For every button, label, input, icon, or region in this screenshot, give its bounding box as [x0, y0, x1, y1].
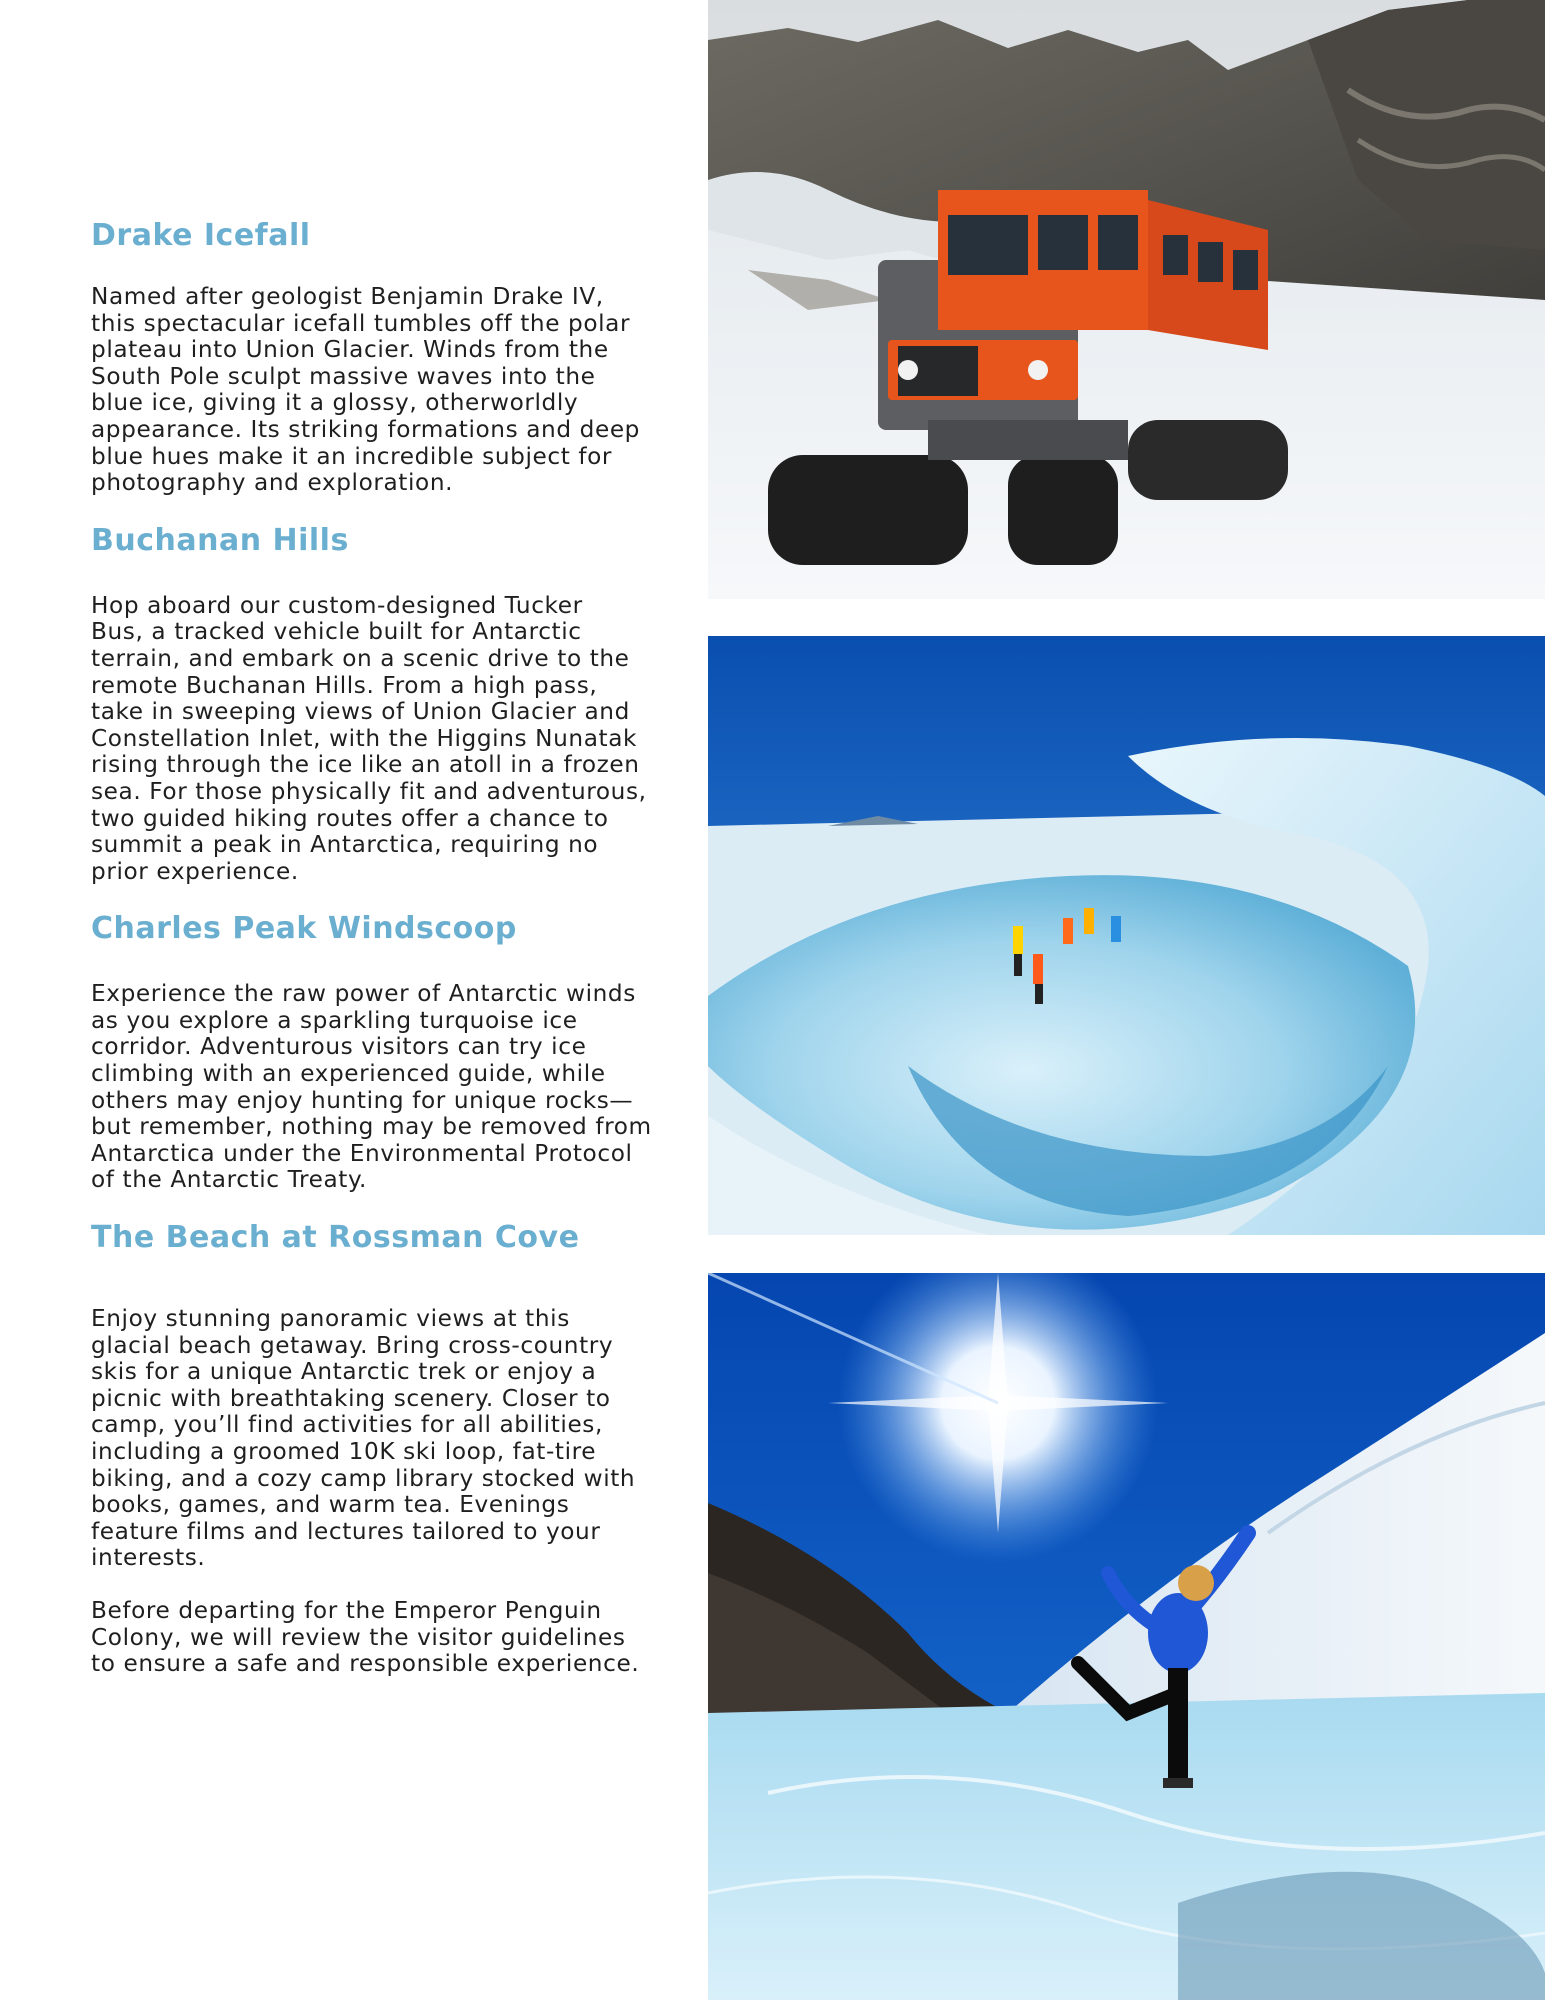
text-line: Colony, we will review the visitor guidelines [91, 1623, 626, 1651]
text-line: Named after geologist Benjamin Drake IV, [91, 283, 604, 310]
text-line: terrain, and embark on a scenic drive to the [91, 644, 630, 672]
text-line: remote Buchanan Hills. From a high pass, [91, 671, 598, 699]
text-line: plateau into Union Glacier. Winds from the [91, 336, 609, 364]
heading-buchanan-hills: Buchanan Hills [91, 522, 349, 558]
text-line: blue ice, giving it a glossy, otherworldly [91, 389, 579, 417]
text-line: prior experience. [91, 857, 299, 885]
paragraph-visitor-guidelines [91, 1598, 671, 1678]
text-line: glacial beach getaway. Bring cross-country [91, 1331, 614, 1359]
text-line: Experience the raw power of Antarctic winds [91, 980, 636, 1008]
text-line: feature films and lectures tailored to your [91, 1517, 601, 1545]
photo-tucker-bus [708, 0, 1545, 599]
text-line: Enjoy stunning panoramic views at this [91, 1305, 570, 1333]
text-line: blue hues make it an incredible subject for [91, 442, 613, 470]
text-line: Antarctica under the Environmental Protocol [91, 1139, 633, 1167]
text-line: take in sweeping views of Union Glacier and [91, 698, 630, 726]
text-line: Before departing for the Emperor Penguin [91, 1596, 602, 1624]
paragraph-drake-icefall [91, 284, 671, 497]
text-line: interests. [91, 1544, 206, 1572]
windscoop-illustration [708, 636, 1545, 1235]
text-line: this spectacular icefall tumbles off the polar [91, 309, 631, 337]
heading-drake-icefall: Drake Icefall [91, 218, 311, 253]
heading-charles-peak-windscoop: Charles Peak Windscoop [91, 911, 517, 947]
photo-ice-windscoop [708, 636, 1545, 1235]
text-line: photography and exploration. [91, 469, 454, 497]
photo-ice-skater [708, 1273, 1545, 2000]
text-line: appearance. Its striking formations and deep [91, 415, 641, 443]
text-line: summit a peak in Antarctica, requiring no [91, 831, 599, 859]
text-line: corridor. Adventurous visitors can try ice [91, 1033, 587, 1061]
text-line: but remember, nothing may be removed from [91, 1113, 652, 1141]
text-line: Constellation Inlet, with the Higgins Nunatak [91, 724, 638, 752]
text-line: picnic with breathtaking scenery. Closer to [91, 1384, 611, 1412]
paragraph-beach-rossman-cove [91, 1306, 671, 1572]
ice-skater-illustration [708, 1273, 1545, 2000]
text-line: climbing with an experienced guide, while [91, 1060, 606, 1088]
text-line: rising through the ice like an atoll in a frozen [91, 751, 640, 779]
text-line: to ensure a safe and responsible experience. [91, 1650, 640, 1678]
text-line: as you explore a sparkling turquoise ice [91, 1006, 578, 1034]
text-line: including a groomed 10K ski loop, fat-tire [91, 1438, 597, 1465]
text-column [91, 212, 671, 1678]
text-line: skis for a unique Antarctic trek or enjoy a [91, 1358, 597, 1386]
heading-beach-rossman-cove: The Beach at Rossman Cove [91, 1220, 580, 1256]
text-line: others may enjoy hunting for unique rocks— [91, 1086, 634, 1114]
tucker-bus-illustration [708, 0, 1545, 599]
text-line: two guided hiking routes offer a chance to [91, 804, 609, 832]
text-line: Hop aboard our custom-designed Tucker [91, 591, 583, 619]
paragraph-charles-peak-windscoop [91, 981, 671, 1194]
text-line: sea. For those physically fit and adventurous, [91, 777, 647, 805]
text-line: biking, and a cozy camp library stocked with [91, 1464, 636, 1492]
text-line: camp, you’ll find activities for all abilities, [91, 1411, 603, 1439]
text-line: Bus, a tracked vehicle built for Antarctic [91, 618, 582, 646]
text-line: books, games, and warm tea. Evenings [91, 1491, 570, 1519]
text-line: of the Antarctic Treaty. [91, 1166, 367, 1194]
text-line: South Pole sculpt massive waves into the [91, 362, 596, 390]
paragraph-buchanan-hills [91, 593, 671, 886]
